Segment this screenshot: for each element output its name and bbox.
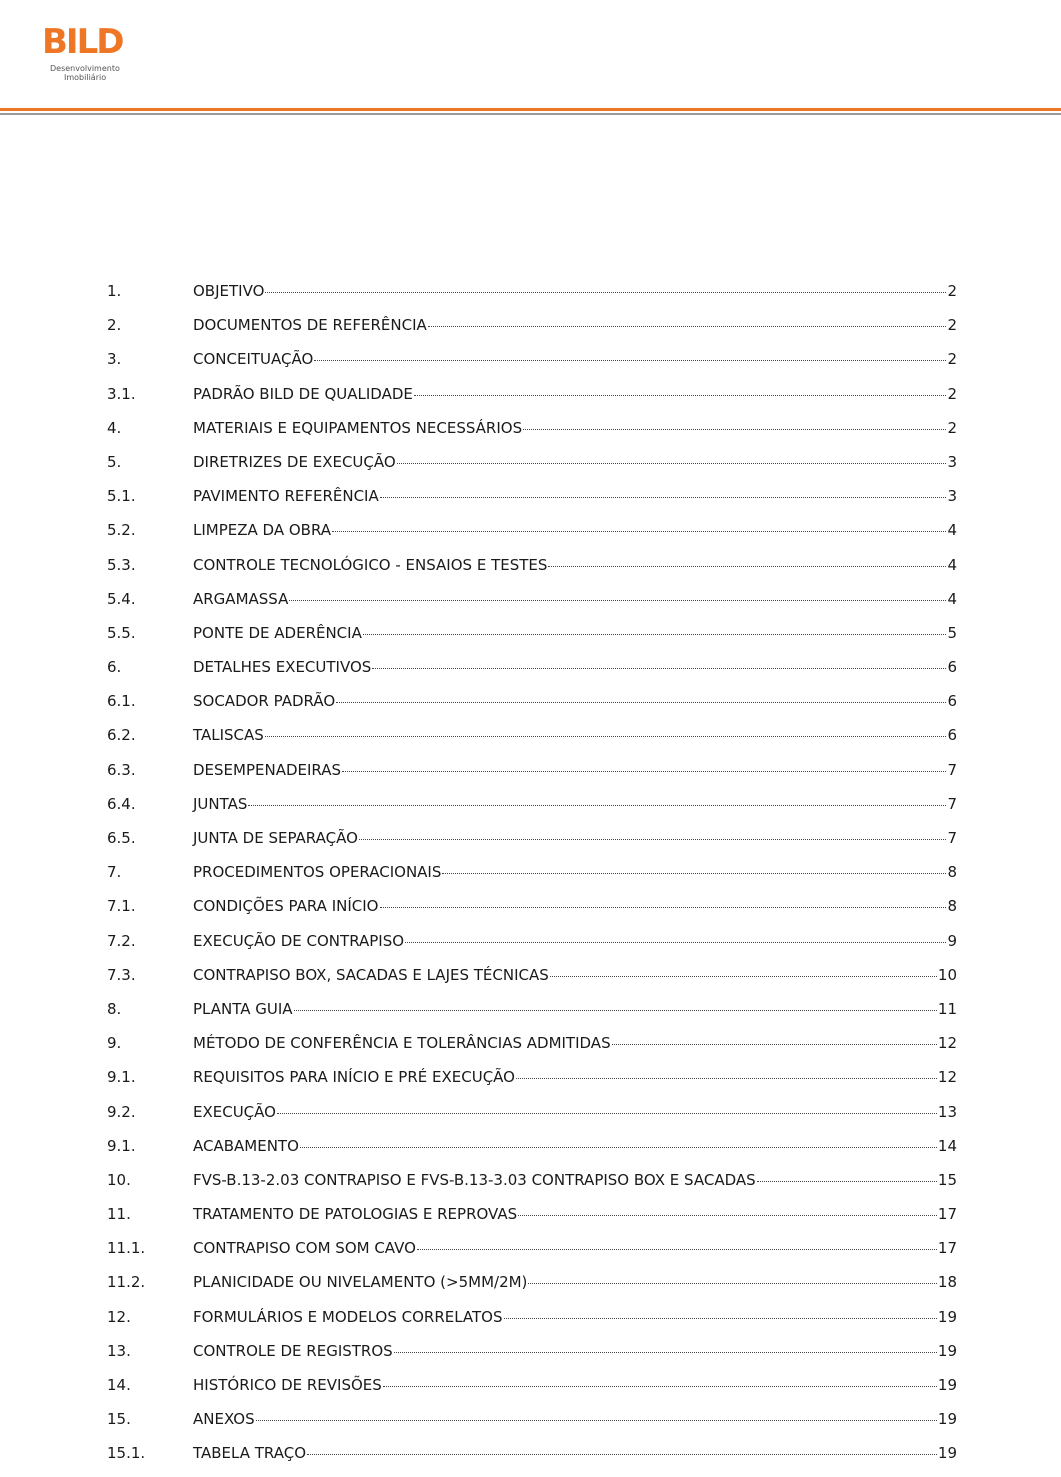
toc-entry-title[interactable]: DESEMPENADEIRAS: [193, 760, 342, 779]
toc-entry-page: 14: [937, 1136, 957, 1155]
toc-entry[interactable]: [107, 348, 957, 382]
toc-entry-number: 3.1.: [107, 384, 136, 403]
toc-entry-title[interactable]: JUNTA DE SEPARAÇÃO: [193, 829, 358, 847]
toc-entry[interactable]: [107, 930, 957, 964]
toc-dot-leader: [314, 360, 946, 361]
toc-dot-leader: [442, 873, 946, 874]
toc-entry-title[interactable]: PADRÃO BILD DE QUALIDADE: [193, 384, 413, 403]
toc-entry-page: 11: [937, 999, 957, 1018]
toc-entry-number: 9.: [107, 1034, 122, 1053]
toc-entry[interactable]: [107, 827, 957, 861]
toc-dot-leader: [394, 1352, 937, 1353]
toc-entry[interactable]: [107, 1271, 957, 1305]
toc-dot-leader: [265, 736, 947, 737]
toc-entry-page: 2: [947, 384, 957, 403]
toc-dot-leader: [516, 1078, 937, 1079]
toc-entry-title[interactable]: TABELA TRAÇO: [193, 1444, 307, 1463]
toc-entry-number: 7.3.: [107, 965, 136, 984]
table-of-contents: [107, 280, 957, 1477]
toc-entry-number: 6.4.: [107, 794, 136, 813]
toc-entry-page: 8: [947, 863, 957, 882]
toc-entry-page: 15: [937, 1170, 957, 1189]
toc-dot-leader: [518, 1215, 937, 1216]
toc-entry-number: 2.: [107, 316, 122, 335]
toc-entry-number: 6.1.: [107, 692, 136, 711]
toc-entry[interactable]: [107, 793, 957, 827]
toc-dot-leader: [405, 942, 946, 943]
toc-entry[interactable]: [107, 519, 957, 553]
toc-entry-page: 2: [947, 316, 957, 335]
toc-entry-page: 2: [947, 350, 957, 369]
toc-entry[interactable]: [107, 861, 957, 895]
toc-entry-page: 17: [937, 1239, 957, 1258]
toc-entry-title[interactable]: CONCEITUAÇÃO: [193, 350, 314, 369]
toc-entry-number: 5.4.: [107, 589, 136, 608]
toc-entry[interactable]: [107, 485, 957, 519]
toc-entry-number: 7.: [107, 863, 122, 882]
toc-entry-page: 19: [937, 1410, 957, 1429]
toc-entry-number: 10.: [107, 1170, 131, 1189]
toc-entry-number: 11.2.: [107, 1273, 146, 1292]
toc-entry-title[interactable]: MÉTODO DE CONFERÊNCIA E TOLERÂNCIAS ADMITIDAS: [193, 1034, 611, 1053]
toc-dot-leader: [342, 771, 946, 772]
toc-entry-title[interactable]: PONTE DE ADERÊNCIA: [193, 623, 362, 642]
toc-dot-leader: [380, 907, 947, 908]
toc-entry-title[interactable]: TALISCAS: [193, 726, 264, 745]
toc-entry[interactable]: [107, 1169, 957, 1203]
toc-entry[interactable]: [107, 1237, 957, 1271]
toc-entry-title[interactable]: PAVIMENTO REFERÊNCIA: [193, 487, 379, 506]
toc-entry-page: 7: [947, 794, 957, 813]
toc-entry-title[interactable]: EXECUÇÃO DE CONTRAPISO: [193, 931, 405, 950]
toc-entry[interactable]: [107, 895, 957, 929]
toc-entry-number: 9.2.: [107, 1102, 136, 1121]
logo-subtitle-line2: Imobiliário: [64, 73, 107, 82]
toc-dot-leader: [294, 1010, 937, 1011]
toc-entry-number: 12.: [107, 1307, 131, 1326]
toc-entry-page: 9: [947, 931, 957, 950]
toc-entry-title[interactable]: CONTRAPISO BOX, SACADAS E LAJES TÉCNICAS: [193, 965, 549, 984]
toc-entry-number: 11.1.: [107, 1239, 146, 1258]
toc-dot-leader: [757, 1181, 937, 1182]
toc-entry-page: 6: [947, 726, 957, 745]
toc-entry-page: 19: [937, 1307, 957, 1326]
toc-dot-leader: [307, 1454, 937, 1455]
toc-entry[interactable]: [107, 451, 957, 485]
toc-entry-title[interactable]: FVS-B.13-2.03 CONTRAPISO E FVS-B.13-3.03 CONTRAPISO BOX E SACADAS: [193, 1170, 756, 1189]
toc-dot-leader: [372, 668, 946, 669]
toc-dot-leader: [380, 497, 947, 498]
toc-entry-title[interactable]: EXECUÇÃO: [193, 1102, 276, 1121]
toc-entry-page: 3: [947, 452, 957, 471]
toc-entry[interactable]: [107, 1101, 957, 1135]
toc-entry-title[interactable]: CONTROLE DE REGISTROS: [193, 1341, 393, 1360]
toc-entry-page: 4: [947, 521, 957, 540]
toc-dot-leader: [336, 702, 946, 703]
toc-dot-leader: [300, 1147, 937, 1148]
toc-entry[interactable]: [107, 998, 957, 1032]
toc-dot-leader: [289, 600, 946, 601]
toc-entry-number: 5.1.: [107, 487, 136, 506]
toc-entry[interactable]: [107, 1306, 957, 1340]
toc-entry-number: 14.: [107, 1376, 131, 1394]
toc-dot-leader: [363, 634, 947, 635]
toc-entry-number: 9.1.: [107, 1136, 136, 1155]
toc-entry-title[interactable]: CONTROLE TECNOLÓGICO - ENSAIOS E TESTES: [193, 555, 548, 574]
toc-entry-number: 1.: [107, 282, 122, 300]
toc-dot-leader: [383, 1386, 937, 1387]
toc-dot-leader: [528, 1283, 936, 1284]
toc-entry[interactable]: [107, 690, 957, 724]
logo-wordmark: BILD: [42, 22, 123, 62]
toc-entry-page: 10: [937, 965, 957, 984]
toc-entry-page: 4: [947, 555, 957, 574]
toc-entry-title[interactable]: OBJETIVO: [193, 282, 265, 300]
toc-dot-leader: [359, 839, 947, 840]
toc-entry-page: 5: [947, 623, 957, 642]
toc-dot-leader: [397, 463, 947, 464]
toc-entry[interactable]: [107, 554, 957, 588]
toc-entry-title[interactable]: SOCADOR PADRÃO: [193, 692, 336, 711]
toc-entry-page: 13: [937, 1102, 957, 1121]
toc-entry-page: 4: [947, 589, 957, 608]
toc-entry-title[interactable]: PLANICIDADE OU NIVELAMENTO (>5MM/2M): [193, 1273, 528, 1292]
toc-entry-title[interactable]: CONDIÇÕES PARA INÍCIO: [193, 897, 379, 916]
toc-entry-number: 11.: [107, 1205, 131, 1224]
toc-entry-number: 15.1.: [107, 1444, 146, 1463]
toc-entry-page: 17: [937, 1205, 957, 1224]
toc-entry-page: 2: [947, 282, 957, 300]
toc-entry[interactable]: [107, 280, 957, 314]
toc-entry-title[interactable]: JUNTAS: [193, 794, 248, 813]
toc-entry[interactable]: [107, 622, 957, 656]
toc-entry[interactable]: [107, 1340, 957, 1374]
toc-dot-leader: [612, 1044, 937, 1045]
toc-entry-page: 12: [937, 1068, 957, 1087]
toc-entry-page: 7: [947, 760, 957, 779]
toc-dot-leader: [277, 1113, 937, 1114]
toc-entry[interactable]: [107, 1408, 957, 1442]
toc-entry-number: 5.3.: [107, 555, 136, 574]
toc-entry-title[interactable]: PROCEDIMENTOS OPERACIONAIS: [193, 863, 442, 882]
toc-entry-number: 13.: [107, 1341, 131, 1360]
toc-entry[interactable]: [107, 417, 957, 451]
toc-entry-number: 5.5.: [107, 623, 136, 642]
header-rule-gray: [0, 113, 1061, 115]
toc-entry-title[interactable]: REQUISITOS PARA INÍCIO E PRÉ EXECUÇÃO: [193, 1068, 515, 1087]
toc-dot-leader: [248, 805, 946, 806]
toc-entry[interactable]: [107, 1032, 957, 1066]
toc-entry-number: 7.1.: [107, 897, 136, 916]
toc-entry-title[interactable]: MATERIAIS E EQUIPAMENTOS NECESSÁRIOS: [193, 418, 523, 437]
toc-entry-title[interactable]: ACABAMENTO: [193, 1136, 299, 1155]
toc-entry-number: 15.: [107, 1410, 131, 1429]
toc-entry-number: 4.: [107, 418, 122, 437]
toc-entry-number: 9.1.: [107, 1068, 136, 1087]
toc-entry[interactable]: [107, 1442, 957, 1476]
toc-entry-page: 12: [937, 1034, 957, 1053]
toc-entry-title[interactable]: LIMPEZA DA OBRA: [193, 521, 332, 540]
toc-entry-number: 8.: [107, 999, 122, 1018]
brand-logo: [42, 24, 152, 88]
toc-entry-page: 6: [947, 692, 957, 711]
toc-entry-page: 7: [947, 829, 957, 847]
header-rule-orange: [0, 108, 1061, 111]
toc-entry[interactable]: [107, 759, 957, 793]
toc-entry-title[interactable]: DIRETRIZES DE EXECUÇÃO: [193, 452, 396, 471]
toc-entry-number: 6.5.: [107, 829, 136, 847]
toc-entry-number: 6.2.: [107, 726, 136, 745]
toc-dot-leader: [428, 326, 947, 327]
toc-entry-page: 6: [947, 658, 957, 677]
toc-entry-page: 18: [937, 1273, 957, 1292]
toc-entry[interactable]: [107, 383, 957, 417]
toc-dot-leader: [256, 1420, 937, 1421]
toc-entry-title[interactable]: ARGAMASSA: [193, 589, 289, 608]
toc-entry[interactable]: [107, 1135, 957, 1169]
toc-entry-number: 6.: [107, 658, 122, 677]
toc-entry-title[interactable]: TRATAMENTO DE PATOLOGIAS E REPROVAS: [193, 1205, 518, 1224]
toc-entry-page: 19: [937, 1376, 957, 1394]
toc-entry[interactable]: [107, 1203, 957, 1237]
toc-entry[interactable]: [107, 1374, 957, 1408]
toc-entry-page: 19: [937, 1341, 957, 1360]
toc-entry-title[interactable]: FORMULÁRIOS E MODELOS CORRELATOS: [193, 1307, 503, 1326]
toc-entry-number: 5.: [107, 452, 122, 471]
toc-entry-number: 6.3.: [107, 760, 136, 779]
toc-entry[interactable]: [107, 1066, 957, 1100]
toc-entry-number: 7.2.: [107, 931, 136, 950]
toc-entry[interactable]: [107, 588, 957, 622]
logo-subtitle-line1: Desenvolvimento: [50, 64, 120, 73]
toc-entry-number: 3.: [107, 350, 122, 369]
toc-entry-title[interactable]: PLANTA GUIA: [193, 999, 293, 1018]
toc-entry-page: 3: [947, 487, 957, 506]
toc-dot-leader: [523, 429, 946, 430]
toc-entry-title[interactable]: HISTÓRICO DE REVISÕES: [193, 1376, 382, 1394]
toc-entry-title[interactable]: CONTRAPISO COM SOM CAVO: [193, 1239, 416, 1258]
toc-dot-leader: [548, 566, 946, 567]
toc-dot-leader: [265, 292, 946, 293]
toc-dot-leader: [504, 1318, 937, 1319]
toc-entry-page: 8: [947, 897, 957, 916]
toc-dot-leader: [417, 1249, 937, 1250]
toc-dot-leader: [414, 395, 947, 396]
toc-entry[interactable]: [107, 964, 957, 998]
toc-entry-number: 5.2.: [107, 521, 136, 540]
toc-entry[interactable]: [107, 314, 957, 348]
toc-entry[interactable]: [107, 656, 957, 690]
toc-entry-title[interactable]: DOCUMENTOS DE REFERÊNCIA: [193, 316, 427, 335]
toc-entry-page: 2: [947, 418, 957, 437]
toc-dot-leader: [332, 531, 946, 532]
toc-entry-title[interactable]: DETALHES EXECUTIVOS: [193, 658, 372, 677]
toc-entry-title[interactable]: ANEXOS: [193, 1410, 255, 1429]
toc-dot-leader: [550, 976, 937, 977]
toc-entry[interactable]: [107, 724, 957, 758]
toc-entry-page: 19: [937, 1444, 957, 1463]
